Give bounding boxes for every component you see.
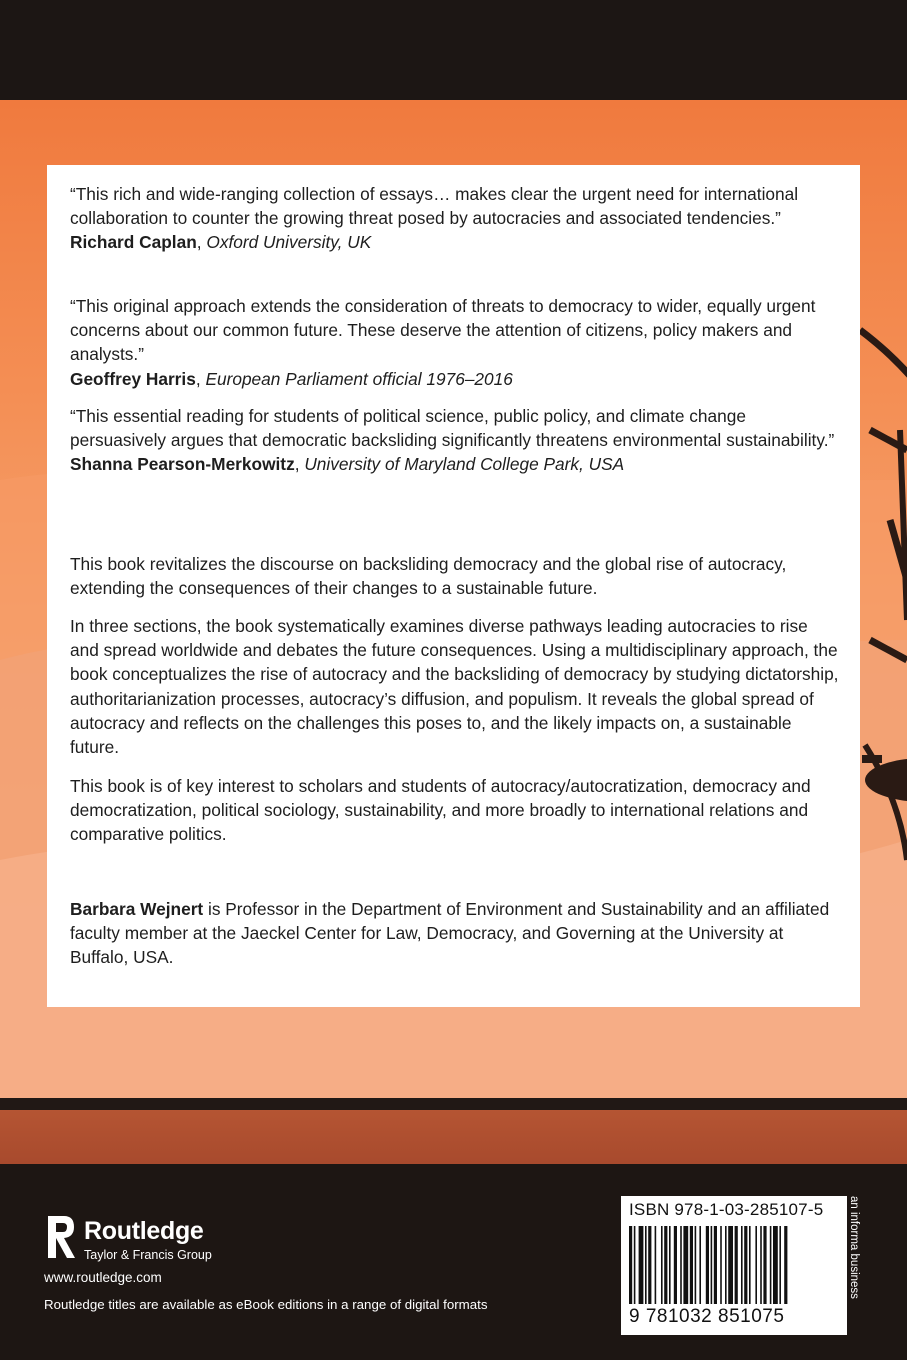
description-paragraph-1: This book revitalizes the discourse on backsliding democracy and the global rise of autocracy, extending the consequences of their changes to a sustainable future. — [70, 554, 787, 599]
barcode-bar — [749, 1226, 751, 1304]
barcode-bar — [661, 1226, 663, 1304]
barcode-bar — [773, 1226, 778, 1304]
publisher-logo-text — [84, 1217, 212, 1262]
barcode-bar — [645, 1226, 647, 1304]
publisher-group: Taylor & Francis Group — [84, 1248, 212, 1262]
barcode-digits: 9 781032 851075 — [629, 1306, 785, 1327]
barcode-bar — [714, 1226, 717, 1304]
barcode-bar — [674, 1226, 677, 1304]
barcode-bar — [664, 1226, 667, 1304]
barcode-bar — [784, 1226, 787, 1304]
review-1 — [70, 182, 840, 255]
reviewer-name: Richard Caplan — [70, 232, 197, 253]
author-bio — [70, 897, 840, 970]
barcode-bar — [760, 1226, 762, 1304]
isbn-barcode — [621, 1196, 847, 1335]
barcode-bar — [669, 1226, 671, 1304]
barcode-bar — [770, 1226, 772, 1304]
review-quote: “This rich and wide-ranging collection of essays… makes clear the urgent need for international collaboration to counter the growing threat posed by autocracies and associated tendencies.” — [70, 184, 799, 229]
description-paragraph-3: This book is of key interest to scholars and students of autocracy/autocratization, democracy and democratization, political sociology, sustainability, and more broadly to international relations and comparative politics. — [70, 776, 811, 845]
ebook-note: Routledge titles are available as eBook editions in a range of digital formats — [44, 1297, 488, 1312]
barcode-bar — [683, 1226, 688, 1304]
author-name: Barbara Wejnert — [70, 899, 204, 919]
barcode-bar — [648, 1226, 651, 1304]
publisher-url[interactable]: www.routledge.com — [44, 1270, 162, 1285]
reviewer-affiliation: University of Maryland College Park, USA — [304, 454, 625, 475]
barcode-bar — [655, 1226, 657, 1304]
barcode-bar — [725, 1226, 727, 1304]
barcode-bar — [690, 1226, 693, 1304]
barcode-bar — [629, 1226, 632, 1304]
informa-tagline: an informa business — [848, 1196, 860, 1299]
review-attribution: Shanna Pearson-Merkowitz, University of Maryland College Park, USA — [70, 454, 625, 475]
isbn-label: ISBN 978-1-03-285107-5 — [629, 1200, 824, 1219]
barcode-bar — [728, 1226, 733, 1304]
barcode-bar — [735, 1226, 738, 1304]
barcode-bar — [744, 1226, 747, 1304]
barcode-bar — [763, 1226, 766, 1304]
review-2 — [70, 294, 840, 391]
barcode-bar — [706, 1226, 709, 1304]
rust-band — [0, 1110, 907, 1164]
author-bio-text: is Professor in the Department of Environment and Sustainability and an affiliated faculty member at the Jaeckel Center for Law, Democracy, and Governing at the University at Buffalo, USA. — [70, 899, 830, 968]
reviewer-name: Shanna Pearson-Merkowitz — [70, 454, 295, 475]
barcode-bar — [680, 1226, 682, 1304]
barcode-bar — [779, 1226, 781, 1304]
dark-stripe — [0, 1098, 907, 1110]
barcode-bar — [695, 1226, 697, 1304]
barcode-bar — [699, 1226, 701, 1304]
barcode-bar — [634, 1226, 636, 1304]
reviewer-affiliation: European Parliament official 1976–2016 — [205, 368, 513, 389]
barcode-bar — [741, 1226, 743, 1304]
review-attribution: Geoffrey Harris, European Parliament official 1976–2016 — [70, 368, 513, 389]
top-dark-band — [0, 0, 907, 100]
publisher-name: Routledge — [84, 1217, 204, 1245]
review-quote: “This essential reading for students of political science, public policy, and climate change persuasively argues that democratic backsliding significantly threatens environmental sustainability.” — [70, 406, 835, 451]
reviewer-name: Geoffrey Harris — [70, 368, 196, 389]
review-quote: “This original approach extends the consideration of threats to democracy to wider, equally urgent concerns about our common future. These deserve the attention of citizens, policy makers and analysts.” — [70, 296, 816, 365]
barcode-bar — [755, 1226, 757, 1304]
review-3 — [70, 404, 840, 477]
review-attribution: Richard Caplan, Oxford University, UK — [70, 232, 372, 253]
reviewer-affiliation: Oxford University, UK — [206, 232, 372, 253]
barcode-bar — [639, 1226, 644, 1304]
barcode-bar — [711, 1226, 713, 1304]
barcode-bars — [629, 1226, 839, 1310]
routledge-logo-icon — [44, 1210, 78, 1269]
description-paragraph-2: In three sections, the book systematically examines diverse pathways leading autocracies to rise and spread worldwide and debates the future consequences. Using a multidisciplinary approach, the book conceptualizes the rise of autocracy and the backsliding of democracy by studying dictatorship, authoritarianization processes, autocracy’s diffusion, and populism. It reveals the global spread of autocracy and reflects on the challenges this poses to, and the likely impacts on, a sustainable future. — [70, 616, 839, 758]
barcode-bar — [720, 1226, 722, 1304]
